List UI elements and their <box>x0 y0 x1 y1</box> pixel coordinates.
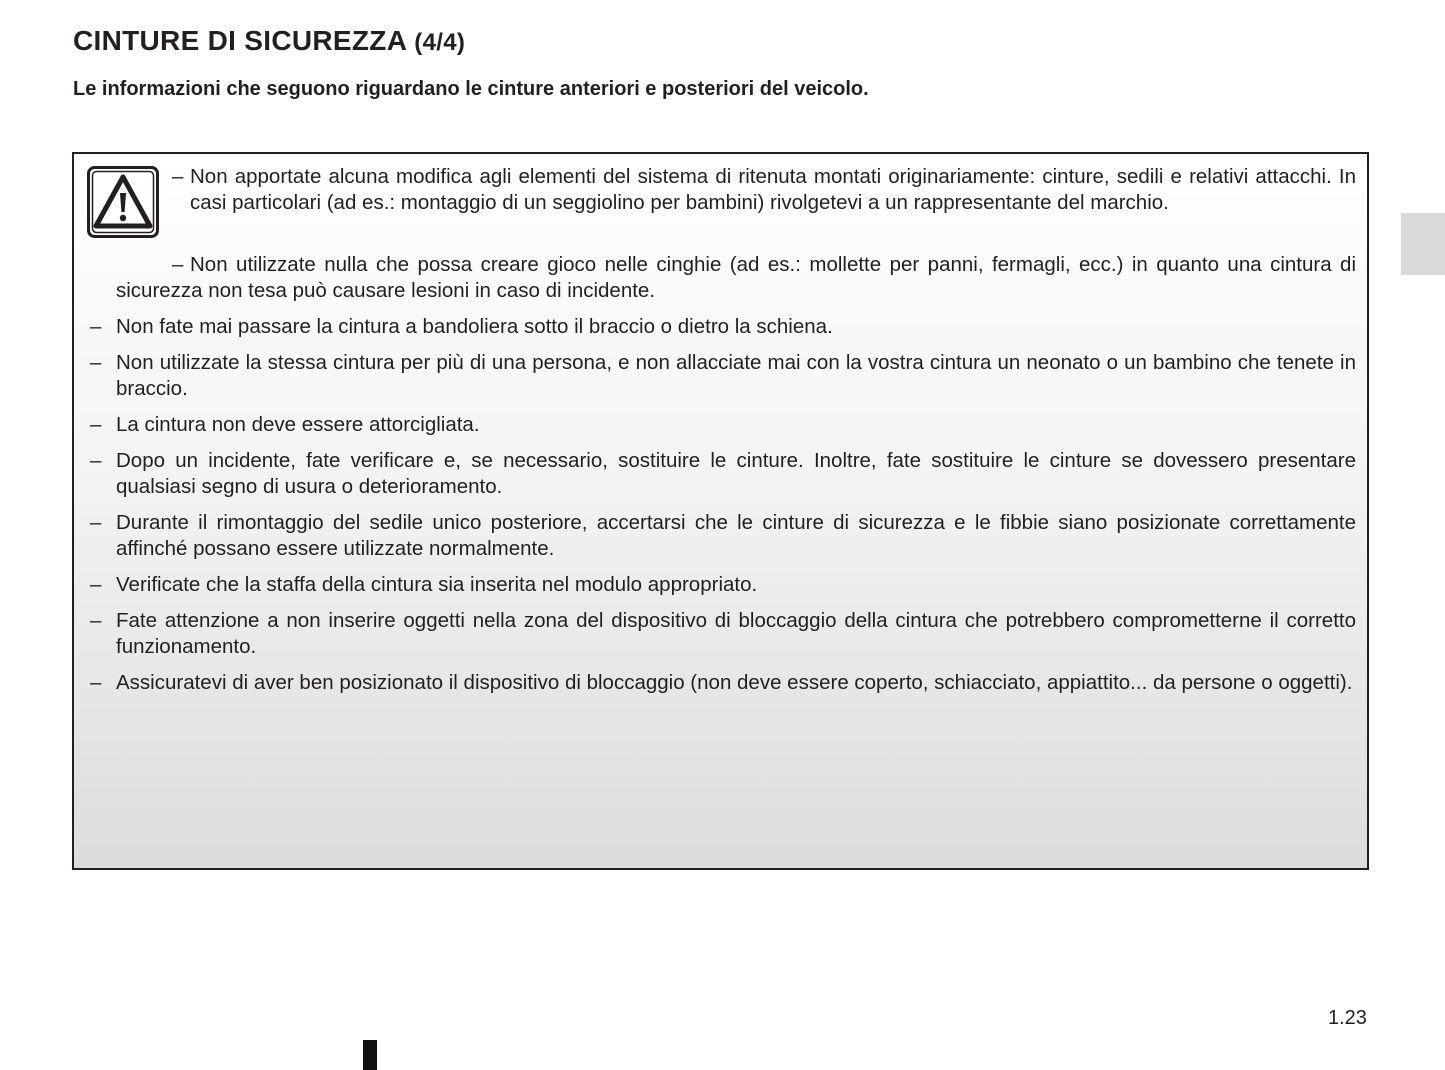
warning-item-text: La cintura non deve essere attorcigliata. <box>116 413 480 436</box>
warning-box <box>72 152 1369 870</box>
warning-item <box>172 164 1356 215</box>
list-dash: – <box>90 511 102 534</box>
warning-item <box>90 412 1356 438</box>
warning-item <box>90 350 1356 401</box>
list-dash: – <box>90 413 102 436</box>
warning-item-text: Non fate mai passare la cintura a bandoliera sotto il braccio o dietro la schiena. <box>116 315 833 338</box>
warning-item <box>90 670 1356 696</box>
intro-text: Le informazioni che seguono riguardano le cinture anteriori e posteriori del veicolo. <box>73 78 869 100</box>
warning-item <box>116 252 1356 303</box>
list-dash: – <box>90 351 102 374</box>
warning-item <box>90 572 1356 598</box>
warning-item-text: Non apportate alcuna modifica agli elementi del sistema di ritenuta montati originariamente: cinture, sedili e relativi attacchi. In casi particolari (ad es.: montaggio di un seggiolino per bambini) rivolgetevi a un rappresentante del marchio. <box>190 165 1356 214</box>
warning-item-text: Assicuratevi di aver ben posizionato il dispositivo di bloccaggio (non deve essere coperto, schiacciato, appiattito... da persone o oggetti). <box>116 671 1353 694</box>
warning-item-text: Verificate che la staffa della cintura sia inserita nel modulo appropriato. <box>116 573 758 596</box>
list-dash: – <box>90 449 102 472</box>
list-dash: – <box>90 315 102 338</box>
warning-triangle-icon <box>87 166 159 238</box>
crop-mark <box>363 1040 377 1070</box>
page-part: (4/4) <box>414 29 466 56</box>
page-title <box>73 22 465 62</box>
warning-item-text: Non utilizzate nulla che possa creare gioco nelle cinghie (ad es.: mollette per panni, fermagli, ecc.) in quanto una cintura di sicurezza non tesa può causare lesioni in caso di incidente. <box>116 253 1356 302</box>
list-dash: – <box>90 671 102 694</box>
warning-item-text: Durante il rimontaggio del sedile unico posteriore, accertarsi che le cinture di sicurezza e le fibbie siano posizionate correttamente affinché possano essere utilizzate normalmente. <box>116 511 1356 560</box>
warning-item-text: Non utilizzate la stessa cintura per più di una persona, e non allacciate mai con la vostra cintura un neonato o un bambino che tenete in braccio. <box>116 351 1356 400</box>
list-dash: – <box>90 573 102 596</box>
warning-item <box>90 314 1356 340</box>
list-dash: – <box>90 609 102 632</box>
list-dash: – <box>172 165 184 188</box>
warning-item <box>90 448 1356 499</box>
warning-item <box>90 510 1356 561</box>
list-dash: – <box>172 253 184 276</box>
warning-item-text: Fate attenzione a non inserire oggetti nella zona del dispositivo di bloccaggio della cintura che potrebbero comprometterne il corretto funzionamento. <box>116 609 1356 658</box>
page-number: 1.23 <box>1328 1007 1367 1029</box>
page-title-text: CINTURE DI SICUREZZA <box>73 25 407 56</box>
warning-item-text: Dopo un incidente, fate verificare e, se necessario, sostituire le cinture. Inoltre, fate sostituire le cinture se dovessero presentare qualsiasi segno di usura o deterioramento. <box>116 449 1356 498</box>
warning-item <box>90 608 1356 659</box>
section-tab <box>1401 213 1445 275</box>
